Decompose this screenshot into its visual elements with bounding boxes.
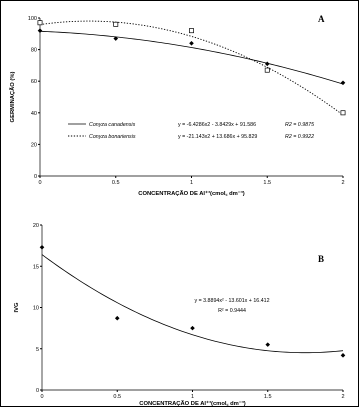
legend-r2-bonariensis: R2 = 0.9922 xyxy=(285,134,315,140)
legend-name-bonariensis: Conyza bonariensis xyxy=(89,134,136,140)
y-tick-label: 20 xyxy=(30,142,37,149)
x-tick-label: 1 xyxy=(190,394,195,400)
legend-name-canadensis: Conyza canadensis xyxy=(89,122,136,128)
x-axis-label: CONCENTRAÇÃO DE Al⁺³(cmol꜀ dm⁻³) xyxy=(139,401,246,407)
y-tick-label: 60 xyxy=(30,79,37,86)
y-axis-label: GERMINAÇÃO (%) xyxy=(10,71,16,123)
point-bonariensis xyxy=(265,68,269,72)
y-axis-label: IVG xyxy=(14,302,20,313)
trendline-equation: y = 3.8894x² - 13.601x + 16.412 xyxy=(194,298,270,304)
y-tick-label: 15 xyxy=(32,264,39,271)
x-tick-label: 1.5 xyxy=(263,394,272,400)
point-bonariensis xyxy=(189,29,193,33)
point-bonariensis xyxy=(341,111,345,115)
x-axis-label: CONCENTRAÇÃO DE Al⁺³(cmol꜀ dm⁻³) xyxy=(138,191,245,197)
x-tick-label: 1 xyxy=(189,180,194,186)
x-tick-label: 0.5 xyxy=(111,180,120,186)
x-tick-label: 1.5 xyxy=(263,180,272,186)
y-tick-label: 20 xyxy=(32,223,39,229)
figure-border xyxy=(1,1,359,407)
point-bonariensis xyxy=(114,22,118,26)
y-tick-label: 80 xyxy=(30,47,37,54)
trendline-r2: R² = 0.9444 xyxy=(218,308,246,314)
legend-equation-bonariensis: y = -21.143x2 + 13.686x + 95.829 xyxy=(178,134,258,140)
y-tick-label: 10 xyxy=(32,305,39,312)
x-tick-label: 0 xyxy=(40,394,44,400)
x-tick-label: 0 xyxy=(38,180,42,186)
legend-equation-canadensis: y = -6.4286x2 - 3.8429x + 91.586 xyxy=(178,122,257,128)
y-tick-label: 0 xyxy=(35,388,39,394)
x-tick-label: 2 xyxy=(341,180,345,186)
y-tick-label: 40 xyxy=(30,110,37,117)
panel-label-a: A xyxy=(318,14,325,24)
x-tick-label: 2 xyxy=(341,394,345,400)
legend-r2-canadensis: R2 = 0.9875 xyxy=(285,122,315,128)
x-tick-label: 0.5 xyxy=(113,394,122,400)
point-bonariensis xyxy=(38,21,42,25)
y-tick-label: 0 xyxy=(33,174,37,180)
y-tick-label: 5 xyxy=(35,346,39,353)
panel-label-b: B xyxy=(318,254,325,264)
y-tick-label: 100 xyxy=(27,16,37,22)
